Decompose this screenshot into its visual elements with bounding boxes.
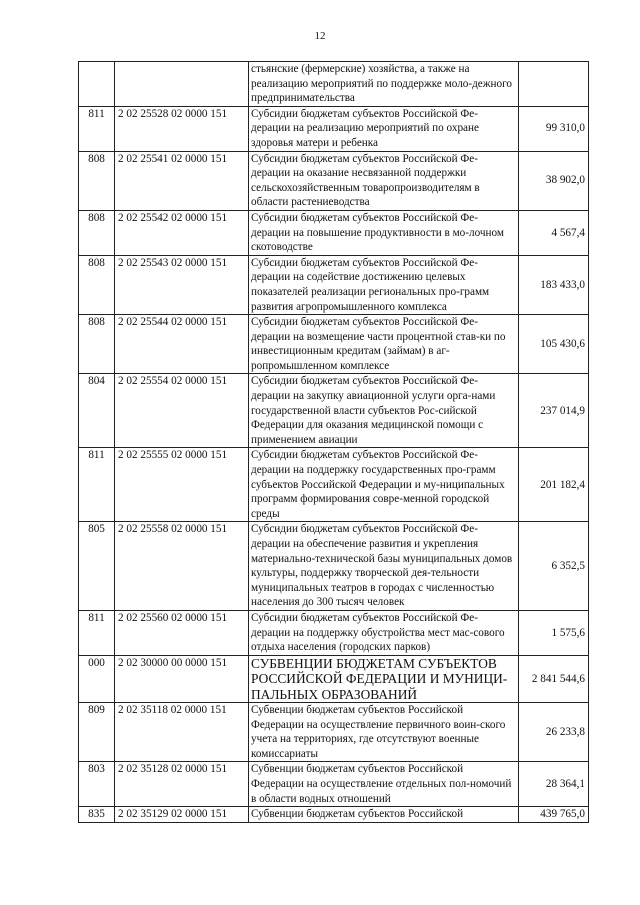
admin-code-cell: 809	[79, 702, 115, 761]
admin-code-cell: 803	[79, 762, 115, 807]
admin-code-cell: 808	[79, 210, 115, 255]
admin-code-cell: 835	[79, 807, 115, 823]
amount-cell: 237 014,9	[519, 374, 589, 448]
amount-cell: 105 430,6	[519, 315, 589, 374]
table-row	[79, 210, 589, 255]
revenue-name-cell: Субсидии бюджетам субъектов Российской Фе-дерации на реализацию мероприятий по охране здоровья матери и ребенка	[249, 106, 519, 151]
admin-code-cell: 808	[79, 315, 115, 374]
amount-cell: 26 233,8	[519, 702, 589, 761]
revenue-name-cell: Субсидии бюджетам субъектов Российской Фе-дерации на обеспечение развития и укрепления материально-технической базы муниципальных домов культуры, поддержку творческой дея-тельности муниципальных театров в городах с численностью населения до 300 тысяч человек	[249, 522, 519, 611]
table-row	[79, 448, 589, 522]
table-row	[79, 702, 589, 761]
table-row-section-total	[79, 655, 589, 702]
table-row	[79, 762, 589, 807]
admin-code-cell: 000	[79, 655, 115, 702]
amount-cell: 28 364,1	[519, 762, 589, 807]
admin-code-cell: 811	[79, 106, 115, 151]
amount-cell: 4 567,4	[519, 210, 589, 255]
table-row	[79, 151, 589, 210]
table-row	[79, 374, 589, 448]
amount-cell: 99 310,0	[519, 106, 589, 151]
table-row	[79, 522, 589, 611]
table-row	[79, 106, 589, 151]
amount-cell: 2 841 544,6	[519, 655, 589, 702]
amount-cell: 38 902,0	[519, 151, 589, 210]
budget-classification-code-cell: 2 02 35128 02 0000 151	[115, 762, 249, 807]
budget-classification-code-cell: 2 02 25554 02 0000 151	[115, 374, 249, 448]
revenue-name-cell: Субсидии бюджетам субъектов Российской Фе-дерации на закупку авиационной услуги орга-нами государственной власти субъектов Рос-сийской Федерации для оказания медицинской помощи с применением авиации	[249, 374, 519, 448]
amount-cell: 1 575,6	[519, 610, 589, 655]
page-number: 12	[314, 30, 326, 42]
amount-cell: 6 352,5	[519, 522, 589, 611]
budget-classification-code-cell	[115, 62, 249, 107]
budget-classification-code-cell: 2 02 25541 02 0000 151	[115, 151, 249, 210]
budget-classification-code-cell: 2 02 25543 02 0000 151	[115, 255, 249, 314]
revenue-name-cell: стьянские (фермерские) хозяйства, а также на реализацию мероприятий по поддержке моло-дежного предпринимательства	[249, 62, 519, 107]
budget-classification-code-cell: 2 02 25560 02 0000 151	[115, 610, 249, 655]
revenue-name-cell: Субвенции бюджетам субъектов Российской Федерации на осуществление первичного воин-ского учета на территориях, где отсутствуют военные комиссариаты	[249, 702, 519, 761]
amount-cell: 183 433,0	[519, 255, 589, 314]
budget-classification-code-cell: 2 02 25558 02 0000 151	[115, 522, 249, 611]
revenue-name-cell: Субсидии бюджетам субъектов Российской Фе-дерации на поддержку обустройства мест мас-сового отдыха населения (городских парков)	[249, 610, 519, 655]
revenue-name-cell: Субвенции бюджетам субъектов Российской	[249, 807, 519, 823]
table-row	[79, 62, 589, 107]
admin-code-cell: 808	[79, 151, 115, 210]
revenue-name-cell: Субсидии бюджетам субъектов Российской Фе-дерации на содействие достижению целевых показателей реализации региональных про-грамм развития агропромышленного комплекса	[249, 255, 519, 314]
table-row	[79, 807, 589, 823]
revenue-name-cell: Субсидии бюджетам субъектов Российской Фе-дерации на поддержку государственных про-грамм субъектов Российской Федерации и му-ниципальных программ формирования совре-менной городской среды	[249, 448, 519, 522]
table-row	[79, 315, 589, 374]
budget-classification-code-cell: 2 02 35118 02 0000 151	[115, 702, 249, 761]
amount-cell: 201 182,4	[519, 448, 589, 522]
amount-cell: 439 765,0	[519, 807, 589, 823]
admin-code-cell: 811	[79, 448, 115, 522]
admin-code-cell: 805	[79, 522, 115, 611]
revenue-name-cell: Субвенции бюджетам субъектов Российской Федерации на осуществление отдельных пол-номочий в области водных отношений	[249, 762, 519, 807]
budget-classification-code-cell: 2 02 25542 02 0000 151	[115, 210, 249, 255]
budget-revenue-table	[78, 61, 589, 823]
admin-code-cell: 804	[79, 374, 115, 448]
budget-classification-code-cell: 2 02 25544 02 0000 151	[115, 315, 249, 374]
revenue-name-cell: СУБВЕНЦИИ БЮДЖЕТАМ СУБЪЕКТОВ РОССИЙСКОЙ ФЕДЕРАЦИИ И МУНИЦИ-ПАЛЬНЫХ ОБРАЗОВАНИЙ	[249, 655, 519, 702]
budget-classification-code-cell: 2 02 30000 00 0000 151	[115, 655, 249, 702]
admin-code-cell: 811	[79, 610, 115, 655]
table-row	[79, 255, 589, 314]
admin-code-cell	[79, 62, 115, 107]
amount-cell	[519, 62, 589, 107]
table-row	[79, 610, 589, 655]
budget-classification-code-cell: 2 02 25528 02 0000 151	[115, 106, 249, 151]
budget-classification-code-cell: 2 02 35129 02 0000 151	[115, 807, 249, 823]
revenue-name-cell: Субсидии бюджетам субъектов Российской Фе-дерации на возмещение части процентной став-ки по инвестиционным кредитам (займам) в аг-ропромышленном комплексе	[249, 315, 519, 374]
budget-classification-code-cell: 2 02 25555 02 0000 151	[115, 448, 249, 522]
revenue-name-cell: Субсидии бюджетам субъектов Российской Фе-дерации на оказание несвязанной поддержки сельскохозяйственным товаропроизводителям в области растениеводства	[249, 151, 519, 210]
admin-code-cell: 808	[79, 255, 115, 314]
revenue-name-cell: Субсидии бюджетам субъектов Российской Фе-дерации на повышение продуктивности в мо-лочном скотоводстве	[249, 210, 519, 255]
